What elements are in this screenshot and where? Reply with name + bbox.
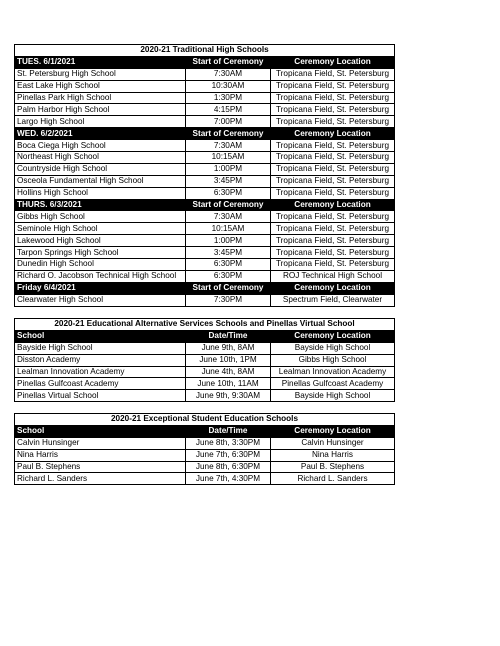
ceremony-location: Tropicana Field, St. Petersburg <box>271 80 395 92</box>
traditional-schools-table <box>14 44 395 307</box>
table-row <box>15 211 395 223</box>
ceremony-time: 6:30PM <box>186 270 271 282</box>
table-row <box>15 354 395 366</box>
school-name: Calvin Hunsinger <box>15 437 186 449</box>
school-name: St. Petersburg High School <box>15 68 186 80</box>
ceremony-location: Tropicana Field, St. Petersburg <box>271 235 395 247</box>
day-label: THURS. 6/3/2021 <box>15 199 186 211</box>
day-label: TUES. 6/1/2021 <box>15 56 186 68</box>
table-row <box>15 104 395 116</box>
ceremony-location: Tropicana Field, St. Petersburg <box>271 211 395 223</box>
ceremony-location: Spectrum Field, Clearwater <box>271 294 395 306</box>
column-header: Ceremony Location <box>271 128 395 140</box>
table-row <box>15 247 395 259</box>
day-header-row <box>15 282 395 294</box>
ceremony-time: 10:15AM <box>186 223 271 235</box>
table-row <box>15 80 395 92</box>
school-name: Clearwater High School <box>15 294 186 306</box>
table-header-row <box>15 330 395 342</box>
column-header: Start of Ceremony <box>186 128 271 140</box>
table-row <box>15 294 395 306</box>
ceremony-location: Tropicana Field, St. Petersburg <box>271 247 395 259</box>
table-row <box>15 152 395 164</box>
day-header-row <box>15 199 395 211</box>
school-name: Palm Harbor High School <box>15 104 186 116</box>
table-row <box>15 378 395 390</box>
school-name: East Lake High School <box>15 80 186 92</box>
school-name: Lakewood High School <box>15 235 186 247</box>
table-row <box>15 116 395 128</box>
school-name: Boca Ciega High School <box>15 140 186 152</box>
table-row <box>15 461 395 473</box>
ceremony-date-time: June 8th, 6:30PM <box>186 461 271 473</box>
ceremony-time: 1:30PM <box>186 92 271 104</box>
ceremony-location: Tropicana Field, St. Petersburg <box>271 259 395 271</box>
ceremony-time: 7:30AM <box>186 211 271 223</box>
ceremony-location: Bayside High School <box>271 390 395 402</box>
ceremony-time: 10:15AM <box>186 152 271 164</box>
table-title: 2020-21 Traditional High Schools <box>15 45 395 57</box>
table-row <box>15 270 395 282</box>
day-label: Friday 6/4/2021 <box>15 282 186 294</box>
ceremony-location: Tropicana Field, St. Petersburg <box>271 175 395 187</box>
table-row <box>15 140 395 152</box>
table-row <box>15 437 395 449</box>
table-row <box>15 259 395 271</box>
table-row <box>15 187 395 199</box>
table-row <box>15 473 395 485</box>
table-title: 2020-21 Educational Alternative Services Schools and Pinellas Virtual School <box>15 319 395 331</box>
ceremony-date-time: June 7th, 4:30PM <box>186 473 271 485</box>
ceremony-location: Tropicana Field, St. Petersburg <box>271 152 395 164</box>
ceremony-location: Paul B. Stephens <box>271 461 395 473</box>
ceremony-location: Tropicana Field, St. Petersburg <box>271 68 395 80</box>
ceremony-location: Tropicana Field, St. Petersburg <box>271 116 395 128</box>
ceremony-time: 3:45PM <box>186 247 271 259</box>
table-row <box>15 68 395 80</box>
ceremony-time: 7:30PM <box>186 294 271 306</box>
table-row <box>15 342 395 354</box>
column-header: Start of Ceremony <box>186 199 271 211</box>
ceremony-time: 6:30PM <box>186 259 271 271</box>
school-name: Bayside High School <box>15 342 186 354</box>
table-row <box>15 92 395 104</box>
table-row <box>15 223 395 235</box>
table-title: 2020-21 Exceptional Student Education Schools <box>15 414 395 426</box>
school-name: Osceola Fundamental High School <box>15 175 186 187</box>
school-name: Gibbs High School <box>15 211 186 223</box>
day-label: WED. 6/2/2021 <box>15 128 186 140</box>
ceremony-time: 1:00PM <box>186 163 271 175</box>
school-name: Paul B. Stephens <box>15 461 186 473</box>
ceremony-date-time: June 9th, 9:30AM <box>186 390 271 402</box>
ceremony-date-time: June 4th, 8AM <box>186 366 271 378</box>
table-row <box>15 235 395 247</box>
column-header: Ceremony Location <box>271 282 395 294</box>
ceremony-location: Gibbs High School <box>271 354 395 366</box>
ceremony-time: 4:15PM <box>186 104 271 116</box>
ceremony-location: Tropicana Field, St. Petersburg <box>271 223 395 235</box>
table-header-row <box>15 425 395 437</box>
table-row <box>15 390 395 402</box>
school-name: Countryside High School <box>15 163 186 175</box>
ceremony-location: Calvin Hunsinger <box>271 437 395 449</box>
ceremony-location: Tropicana Field, St. Petersburg <box>271 140 395 152</box>
school-name: Pinellas Gulfcoast Academy <box>15 378 186 390</box>
ceremony-time: 7:00PM <box>186 116 271 128</box>
school-name: Richard O. Jacobson Technical High School <box>15 270 186 282</box>
ceremony-location: Tropicana Field, St. Petersburg <box>271 104 395 116</box>
ceremony-location: Tropicana Field, St. Petersburg <box>271 163 395 175</box>
ceremony-location: Richard L. Sanders <box>271 473 395 485</box>
table-row <box>15 175 395 187</box>
ceremony-date-time: June 9th, 8AM <box>186 342 271 354</box>
column-header: Date/Time <box>186 330 271 342</box>
ceremony-location: Bayside High School <box>271 342 395 354</box>
school-name: Dunedin High School <box>15 259 186 271</box>
ceremony-location: Lealman Innovation Academy <box>271 366 395 378</box>
ceremony-location: ROJ Technical High School <box>271 270 395 282</box>
column-header: School <box>15 330 186 342</box>
ceremony-location: Pinellas Gulfcoast Academy <box>271 378 395 390</box>
column-header: Ceremony Location <box>271 425 395 437</box>
ceremony-location: Nina Harris <box>271 449 395 461</box>
column-header: Ceremony Location <box>271 330 395 342</box>
ceremony-date-time: June 10th, 1PM <box>186 354 271 366</box>
school-name: Hollins High School <box>15 187 186 199</box>
ceremony-time: 10:30AM <box>186 80 271 92</box>
ceremony-date-time: June 8th, 3:30PM <box>186 437 271 449</box>
column-header: School <box>15 425 186 437</box>
ceremony-date-time: June 10th, 11AM <box>186 378 271 390</box>
column-header: Date/Time <box>186 425 271 437</box>
school-name: Richard L. Sanders <box>15 473 186 485</box>
ceremony-time: 3:45PM <box>186 175 271 187</box>
column-header: Ceremony Location <box>271 199 395 211</box>
ceremony-time: 6:30PM <box>186 187 271 199</box>
column-header: Start of Ceremony <box>186 56 271 68</box>
school-name: Seminole High School <box>15 223 186 235</box>
ceremony-time: 1:00PM <box>186 235 271 247</box>
school-name: Lealman Innovation Academy <box>15 366 186 378</box>
ceremony-date-time: June 7th, 6:30PM <box>186 449 271 461</box>
ceremony-time: 7:30AM <box>186 140 271 152</box>
table-row <box>15 163 395 175</box>
exceptional-schools-table <box>14 413 395 485</box>
column-header: Start of Ceremony <box>186 282 271 294</box>
day-header-row <box>15 56 395 68</box>
school-name: Disston Academy <box>15 354 186 366</box>
school-name: Northeast High School <box>15 152 186 164</box>
ceremony-location: Tropicana Field, St. Petersburg <box>271 187 395 199</box>
ceremony-location: Tropicana Field, St. Petersburg <box>271 92 395 104</box>
table-row <box>15 366 395 378</box>
school-name: Tarpon Springs High School <box>15 247 186 259</box>
alternative-schools-table <box>14 318 395 402</box>
school-name: Nina Harris <box>15 449 186 461</box>
table-row <box>15 449 395 461</box>
school-name: Pinellas Virtual School <box>15 390 186 402</box>
day-header-row <box>15 128 395 140</box>
column-header: Ceremony Location <box>271 56 395 68</box>
ceremony-time: 7:30AM <box>186 68 271 80</box>
school-name: Largo High School <box>15 116 186 128</box>
school-name: Pinellas Park High School <box>15 92 186 104</box>
